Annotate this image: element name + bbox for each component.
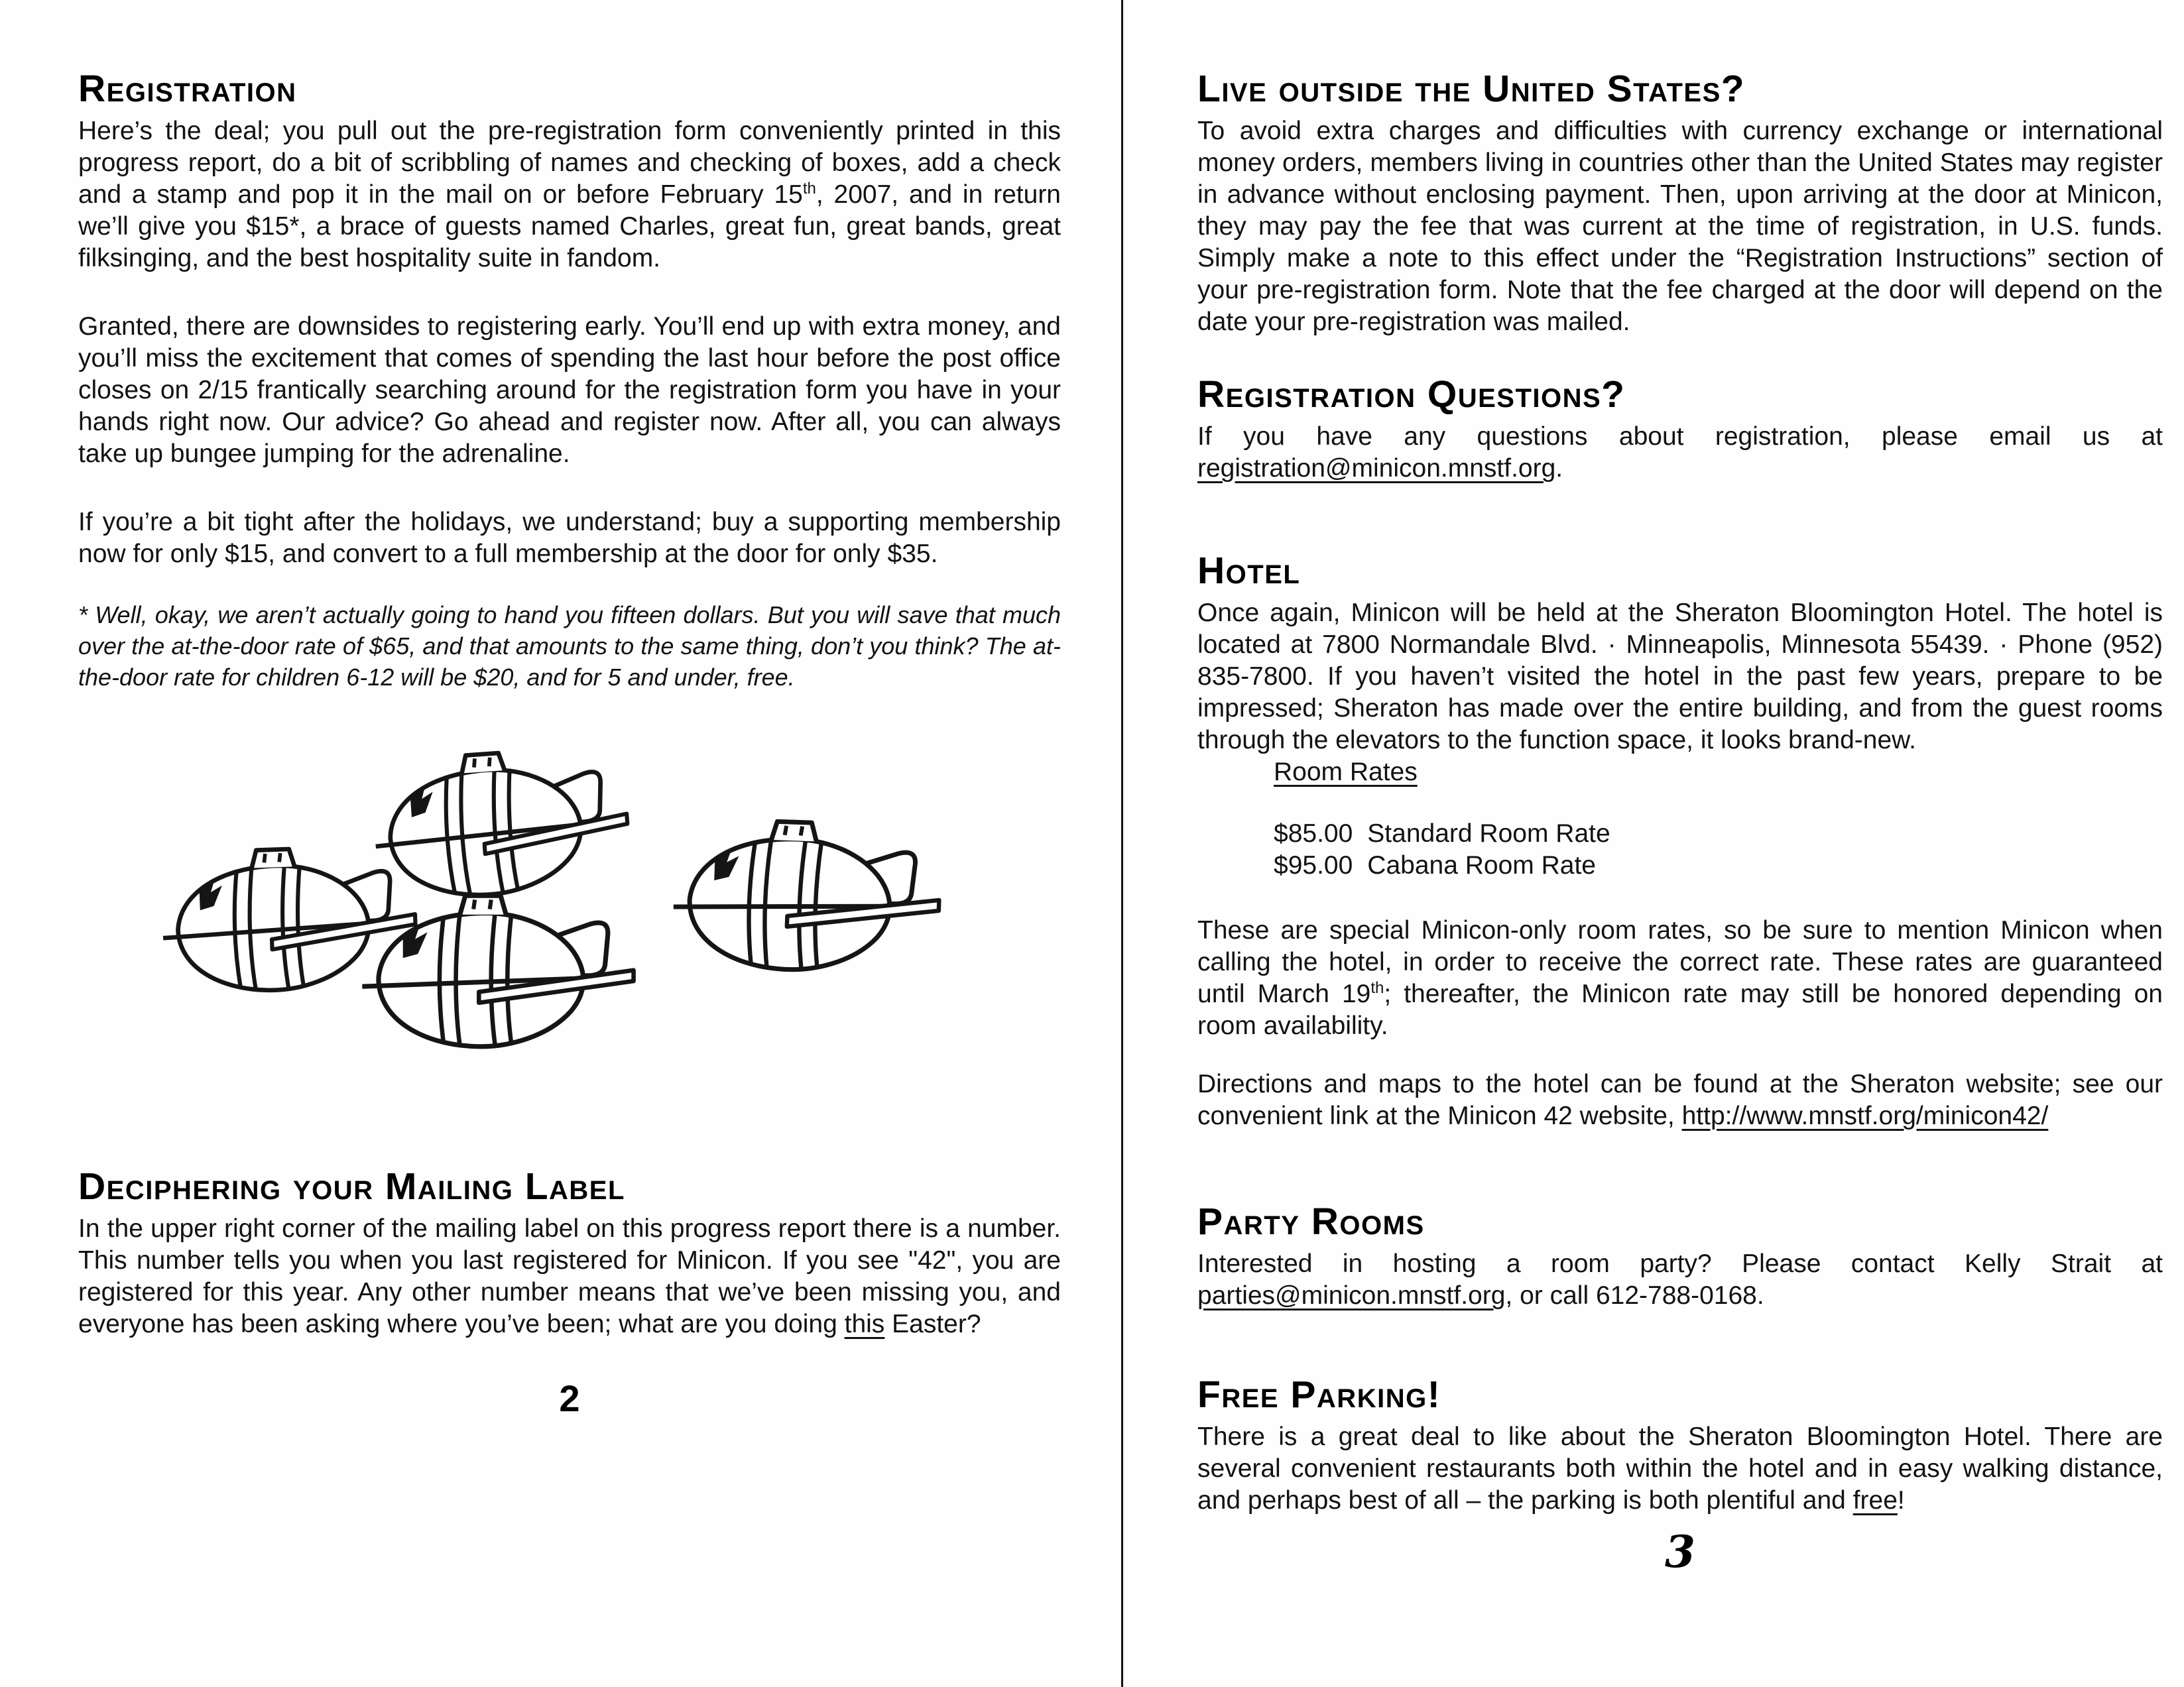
section-heading-registration: Registration [78, 68, 297, 110]
room-rate-row [1274, 818, 2163, 850]
section-heading-live-outside-us: Live outside the United States? [1197, 68, 1746, 110]
registration-footnote: * Well, okay, we aren’t actually going to hand you fifteen dollars. But you will save that much over the at-the-door rate of $65, and that amounts to the same thing, don’t you think? The at-the-door rate for children 6-12 will be $20, and for 5 and under, free. [78, 601, 1061, 691]
ordinal-superscript: th [1370, 979, 1384, 997]
party-rooms-paragraph: Interested in hosting a room party? Please contact Kelly Strait at parties@minicon.mnstf.org, or call 612-788-0168. [1197, 1250, 2163, 1310]
section-heading-deciphering-mailing-label: Deciphering your Mailing Label [78, 1165, 625, 1208]
hotel-rates-paragraph: These are special Minicon-only room rates, so be sure to mention Minicon when calling the hotel, in order to receive the correct rate. These rates are guaranteed until March 19th; thereafter, the Minicon rate may still be honored depending on room availability. [1197, 916, 2163, 1040]
registration-paragraph-2: Granted, there are downsides to registering early. You’ll end up with extra money, and you’ll miss the excitement that comes of spending the last hour before the post office closes on 2/15 frantically searching around for the registration form you have in your hands right now. Our advice? Go ahead and register now. After all, you can always take up bungee jumping for the adrenaline. [78, 312, 1061, 468]
room-rate-label: Cabana Room Rate [1367, 851, 1596, 880]
underlined-word: this [844, 1310, 885, 1338]
room-rates-block [1274, 756, 2163, 882]
room-rate-price: $95.00 [1274, 851, 1353, 880]
live-outside-paragraph: To avoid extra charges and difficulties with currency exchange or international money orders, members living in countries other than the United States may register in advance without enclosing payment. Then, upon arriving at the door at Minicon, they may pay the fee that was current at the time of registration, in U.S. funds. Simply make a note to this effect under the “Registration Instructions” section of your pre-registration form. Note that the fee charged at the door will depend on the date your pre-registration was mailed. [1197, 117, 2163, 336]
ordinal-superscript: th [802, 180, 816, 198]
page-divider [1121, 0, 1123, 1687]
room-rate-label: Standard Room Rate [1367, 819, 1610, 848]
registration-paragraph-3: If you’re a bit tight after the holidays, we understand; buy a supporting membership now for only $15, and convert to a full membership at the door for only $35. [78, 508, 1061, 568]
room-rate-row [1274, 850, 2163, 882]
page-number-right: 3 [1665, 1526, 1695, 1578]
minicon42-website-link: http://www.mnstf.org/minicon42/ [1681, 1102, 2049, 1130]
blimp-drawing [666, 814, 950, 996]
section-heading-party-rooms: Party Rooms [1197, 1200, 1425, 1243]
deciphering-paragraph: In the upper right corner of the mailing label on this progress report there is a number. This number tells you when you last registered for Minicon. If you see "42", you are registered for this year. Any other number means that we’ve been missing you, and everyone has been asking where you’ve been; what are you doing this Easter? [78, 1214, 1061, 1338]
underlined-word: free [1852, 1486, 1898, 1515]
room-rates-subheading: Room Rates [1274, 758, 1418, 786]
page-number-left: 2 [559, 1377, 580, 1419]
blimp-illustration [78, 739, 1061, 1071]
section-heading-hotel: Hotel [1197, 550, 1301, 592]
section-heading-registration-questions: Registration Questions? [1197, 373, 1626, 416]
hotel-directions-paragraph: Directions and maps to the hotel can be found at the Sheraton website; see our convenient link at the Minicon 42 website, http://www.mnstf.org/minicon42/ [1197, 1070, 2163, 1130]
page-right [1197, 69, 2163, 1578]
registration-paragraph-1: Here’s the deal; you pull out the pre-registration form conveniently printed in this progress report, do a bit of scribbling of names and checking of boxes, add a check and a stamp and pop it in the mail on or before February 15th, 2007, and in return we’ll give you $15*, a brace of guests named Charles, great fun, great bands, great filksinging, and the best hospitality suite in fandom. [78, 117, 1062, 272]
registration-questions-paragraph: If you have any questions about registration, please email us at registration@minicon.mnstf.org. [1197, 422, 2163, 483]
room-rate-price: $85.00 [1274, 819, 1353, 848]
room-rate-list [1274, 818, 2163, 882]
parties-email-link: parties@minicon.mnstf.org [1197, 1281, 1506, 1310]
section-heading-free-parking: Free Parking! [1197, 1373, 1441, 1416]
hotel-paragraph: Once again, Minicon will be held at the Sheraton Bloomington Hotel. The hotel is located at 7800 Normandale Blvd. · Minneapolis, Minnesota 55439. · Phone (952) 835-7800. If you haven’t visited the hotel in the past few years, prepare to be impressed; Sheraton has made over the entire building, and from the guest rooms through the elevators to the function space, it looks brand-new. [1197, 599, 2163, 754]
page-left [78, 69, 1061, 1420]
blimp-drawing [357, 892, 642, 1068]
registration-email-link: registration@minicon.mnstf.org [1197, 454, 1556, 483]
free-parking-paragraph: There is a great deal to like about the Sheraton Bloomington Hotel. There are several convenient restaurants both within the hotel and in easy walking distance, and perhaps best of all – the parking is both plentiful and free! [1197, 1423, 2163, 1515]
